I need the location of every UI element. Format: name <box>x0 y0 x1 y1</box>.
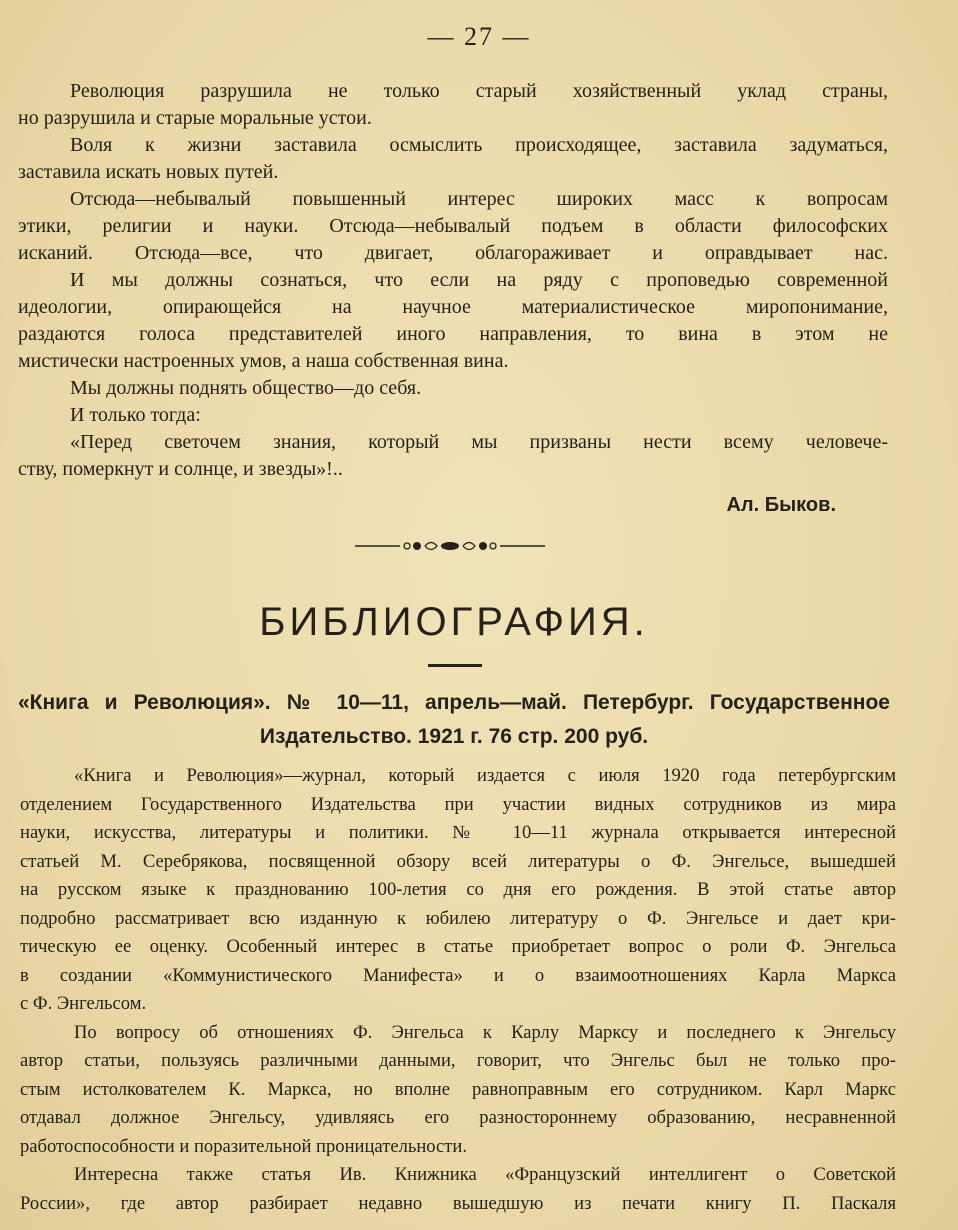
text-line: идеологии, опирающейся на научное материалистическое миропонимание, <box>18 296 888 318</box>
text-line: отделением Государственного Издательства при участии видных сотрудников из мира <box>20 793 896 815</box>
text-line: статьей М. Серебрякова, посвященной обзору всей литературы о Ф. Энгельсе, вышедшей <box>20 850 896 872</box>
text-line: подробно рассматривает всю изданную к юбилею литературу о Ф. Энгельсе и дает кри- <box>20 907 896 929</box>
text-line: Революция разрушила не только старый хозяйственный уклад страны, <box>70 80 888 102</box>
text-line: автор статьи, пользуясь различными данными, говорит, что Энгельс был не только про- <box>20 1050 896 1071</box>
text-line: Воля к жизни заставила осмыслить происходящее, заставила задуматься, <box>70 134 888 156</box>
page-number: — 27 — <box>427 22 531 51</box>
text-line: но разрушила и старые моральные устои. <box>18 107 372 129</box>
text-line: тическую ее оценку. Особенный интерес в статье приобретает вопрос о роли Ф. Энгельса <box>20 936 896 957</box>
text-line: Интересна также статья Ив. Книжника «Французский интеллигент о Советской <box>74 1164 896 1185</box>
text-line: «Перед светочем знания, который мы призваны нести всему человече- <box>70 431 888 453</box>
text-line: По вопросу об отношениях Ф. Энгельса к Карлу Марксу и последнего к Энгельсу <box>74 1021 896 1043</box>
text-line: стым истолкователем К. Маркса, но вполне равноправным его сотрудником. Карл Маркс <box>20 1078 896 1100</box>
text-line: науки, искусства, литературы и политики. № 10—11 журнала открывается интересной <box>20 822 896 843</box>
ornament-divider <box>355 536 545 556</box>
text-line: отдавал должное Энгельсу, удивляясь его разностороннему образованию, несравненной <box>20 1107 896 1128</box>
text-line: работоспособности и поразительной проницательности. <box>20 1135 468 1157</box>
author-signature: Ал. Быков. <box>726 494 836 516</box>
text-line: И только тогда: <box>70 404 201 426</box>
section-heading: БИБЛИОГРАФИЯ. <box>259 600 649 644</box>
text-line: России», где автор разбирает недавно вышедшую из печати книгу П. Паскаля <box>20 1192 896 1214</box>
text-line: «Книга и Революция»—журнал, который издается с июля 1920 года петербургским <box>74 765 896 786</box>
text-line: исканий. Отсюда—все, что двигает, облагораживает и оправдывает нас. <box>18 242 888 264</box>
text-line: ству, померкнут и солнце, и звезды»!.. <box>18 458 343 480</box>
text-line: Отсюда—небывалый повышенный интерес широких масс к вопросам <box>70 188 888 210</box>
article-text <box>18 78 888 483</box>
heading-rule <box>428 664 482 667</box>
bibliography-entry <box>18 686 890 754</box>
text-line: с Ф. Энгельсом. <box>20 993 147 1014</box>
text-line: на русском языке к празднованию 100-летия со дня его рождения. В этой статье автор <box>20 879 896 900</box>
bibliography-line-1: «Книга и Революция». № 10—11, апрель—май. Петербург. Государственное <box>18 691 890 714</box>
text-line: в создании «Коммунистического Манифеста» и о взаимоотношениях Карла Маркса <box>20 964 896 986</box>
bibliography-line-2: Издательство. 1921 г. 76 стр. 200 руб. <box>259 725 649 748</box>
review-text <box>20 762 896 1218</box>
text-line: этики, религии и науки. Отсюда—небывалый подъем в области философских <box>18 215 888 237</box>
text-line: заставила искать новых путей. <box>18 161 279 183</box>
text-line: раздаются голоса представителей иного направления, то вина в этом не <box>18 323 888 345</box>
text-line: мистически настроенных умов, а наша собственная вина. <box>18 350 509 372</box>
text-line: Мы должны поднять общество—до себя. <box>70 377 422 399</box>
text-line: И мы должны сознаться, что если на ряду с проповедью современной <box>70 269 888 291</box>
